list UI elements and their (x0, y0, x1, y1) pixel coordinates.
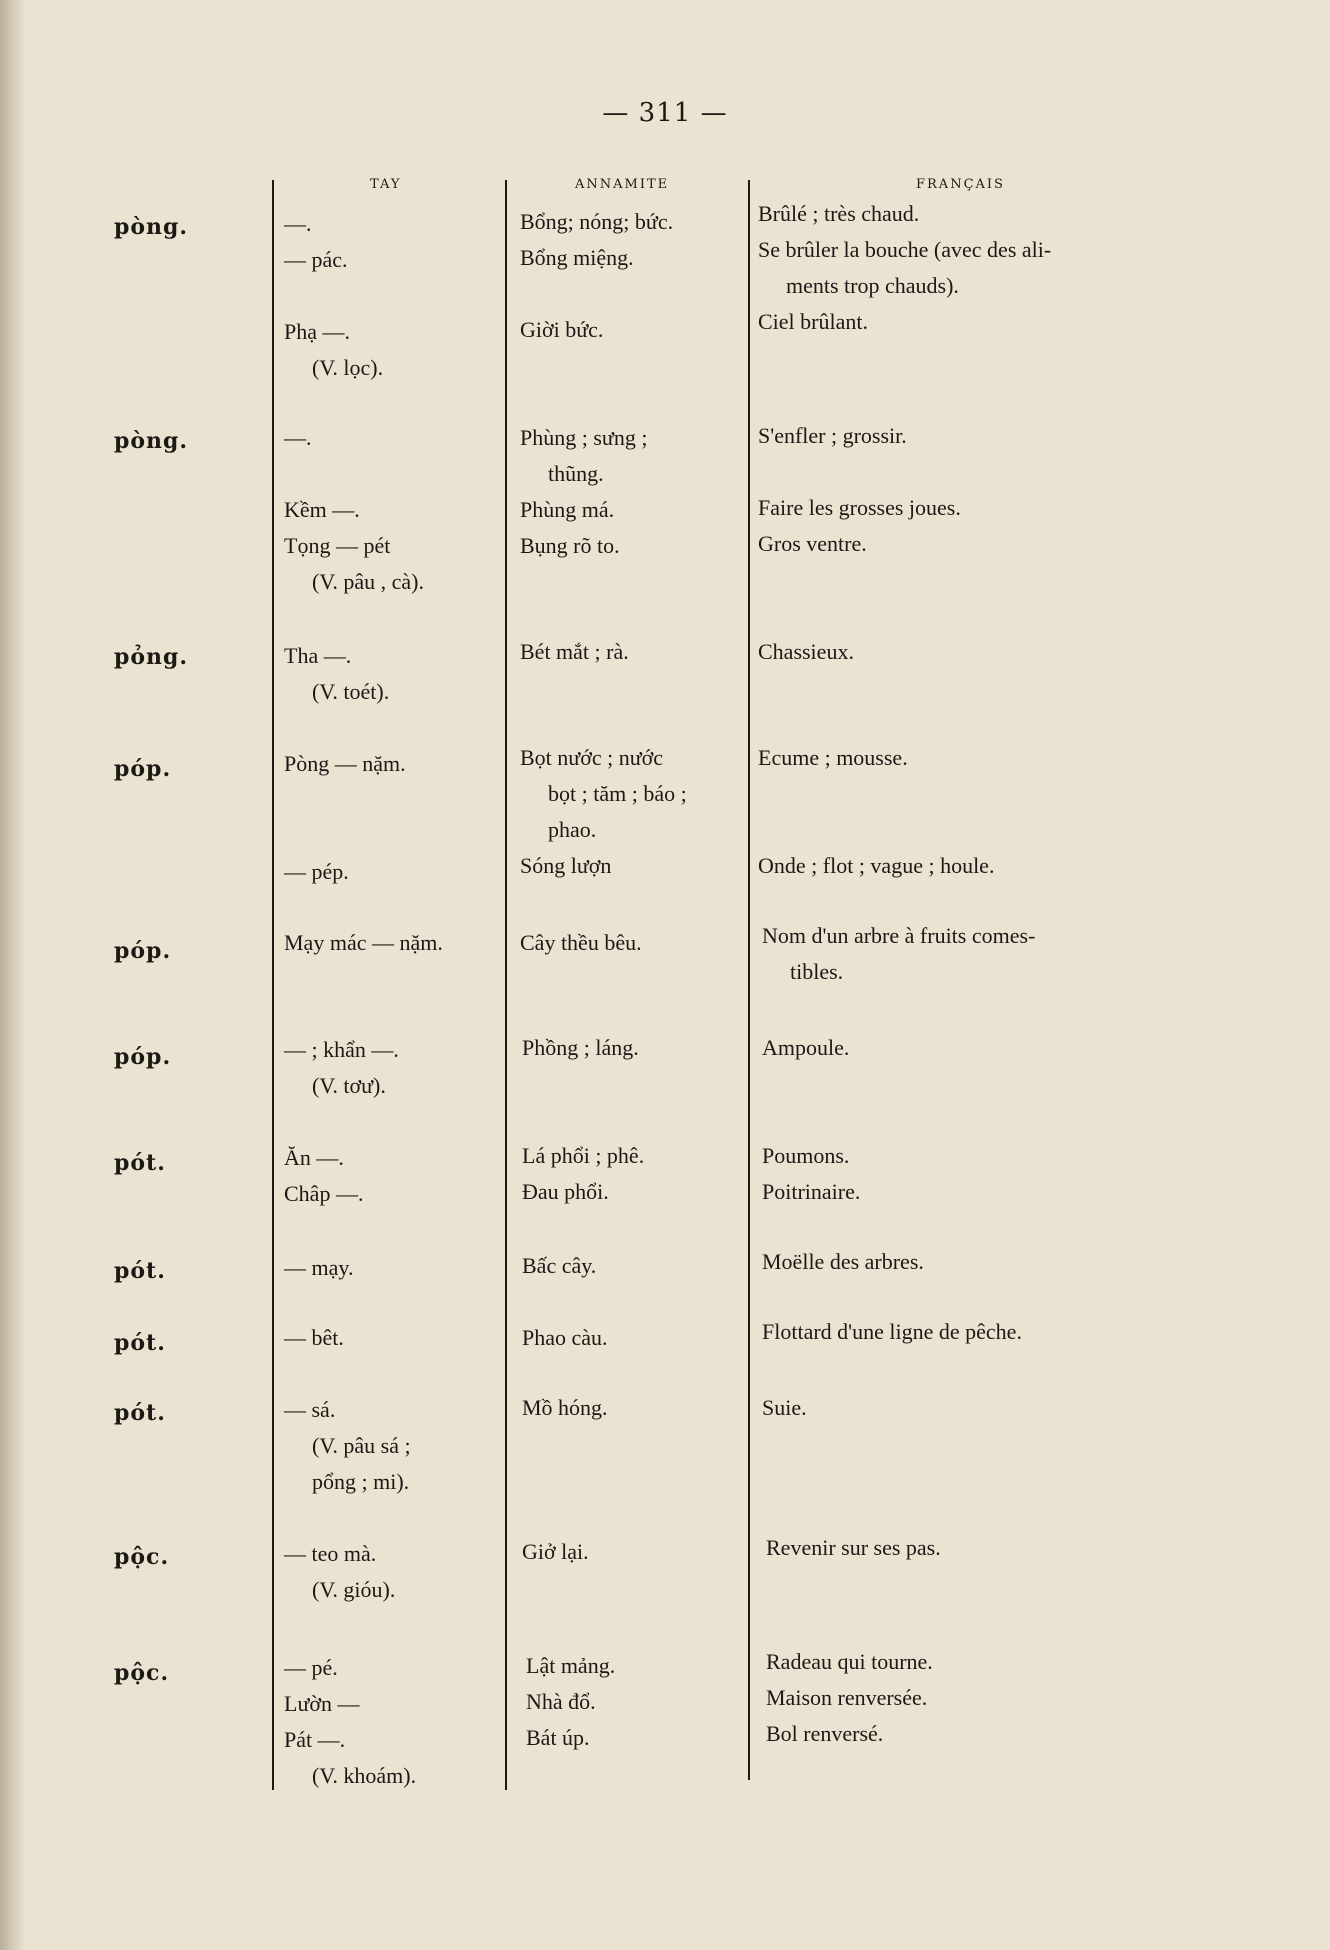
tay-cell: — sá. (V. pâu sá ; pổng ; mi). (284, 1397, 411, 1494)
francais-cell: Radeau qui tourne. Maison renversée. Bol renversé. (766, 1649, 933, 1746)
tay-cell: — ; khẩn —. (V. tơư). (284, 1037, 399, 1098)
annamite-cell: Bấc cây. (522, 1253, 597, 1278)
annamite-cell: Lật mảng. Nhà đổ. Bát úp. (526, 1653, 616, 1750)
annamite-cell: Phao càu. (522, 1325, 608, 1350)
tay-cell: Pòng — nặm. — pép. (284, 751, 406, 884)
column-rule-2 (505, 180, 507, 1790)
francais-cell: Ecume ; mousse. Onde ; flot ; vague ; houle. (758, 745, 995, 878)
book-spine-shadow (0, 0, 26, 1950)
annamite-cell: Phùng ; sưng ; thũng. Phùng má. Bụng rõ to. (520, 425, 648, 558)
tay-cell: Tha —. (V. toét). (284, 643, 390, 704)
page-number: — 311 — (602, 98, 728, 128)
headword: pót. (114, 1150, 166, 1176)
headword: pỏng. (114, 644, 189, 670)
headword: pót. (114, 1330, 166, 1356)
column-rule-1 (272, 180, 274, 1790)
francais-cell: Nom d'un arbre à fruits comes- tibles. (762, 923, 1036, 984)
tay-cell: —. Kềm —. Tọng — pét (V. pâu , cà). (284, 425, 424, 594)
tay-cell: — teo mà. (V. gióu). (284, 1541, 396, 1602)
annamite-cell: Mồ hóng. (522, 1395, 608, 1420)
headword: pòng. (114, 428, 189, 454)
francais-cell: Poumons. Poitrinaire. (762, 1143, 861, 1204)
headword: pộc. (114, 1660, 170, 1686)
tay-cell: Ăn —. Châp —. (284, 1145, 364, 1206)
annamite-cell: Bổng; nóng; bức. Bổng miệng. Giời bức. (520, 209, 674, 342)
headword: póp. (114, 938, 172, 964)
annamite-cell: Giở lại. (522, 1539, 589, 1564)
francais-cell: Brûlé ; très chaud. Se brûler la bouche (avec des ali- ments trop chauds). Ciel brûlant. (758, 201, 1052, 334)
francais-cell: Suie. (762, 1395, 807, 1420)
tay-cell: — mạy. (284, 1255, 354, 1280)
headword: póp. (114, 1044, 172, 1070)
francais-cell: Flottard d'une ligne de pêche. (762, 1319, 1022, 1344)
column-header-tay: TAY (370, 177, 402, 192)
headword: pót. (114, 1258, 166, 1284)
tay-cell: — bêt. (284, 1325, 344, 1350)
francais-cell: Revenir sur ses pas. (766, 1535, 941, 1560)
annamite-cell: Cây thều bêu. (520, 930, 642, 955)
annamite-cell: Phồng ; láng. (522, 1035, 639, 1060)
tay-cell: — pé. Lườn — Pát —. (V. khoám). (284, 1655, 417, 1788)
headword: pộc. (114, 1544, 170, 1570)
column-rule-3 (748, 180, 750, 1780)
column-header-francais: FRANÇAIS (916, 177, 1005, 192)
annamite-cell: Bét mắt ; rà. (520, 639, 629, 664)
annamite-cell: Bọt nước ; nước bọt ; tăm ; báo ; phao. Sóng lượn (520, 745, 687, 878)
francais-cell: S'enfler ; grossir. Faire les grosses joues. Gros ventre. (758, 423, 961, 556)
headword: pòng. (114, 214, 189, 240)
annamite-cell: Lá phổi ; phê. Đau phổi. (522, 1143, 645, 1204)
francais-cell: Chassieux. (758, 639, 854, 664)
headword: pót. (114, 1400, 166, 1426)
tay-cell: Mạy mác — nặm. (284, 930, 443, 955)
column-header-annamite: ANNAMITE (575, 177, 670, 192)
francais-cell: Ampoule. (762, 1035, 850, 1060)
headword: póp. (114, 756, 172, 782)
francais-cell: Moëlle des arbres. (762, 1249, 924, 1274)
tay-cell: —. — pác. Phạ —. (V. lọc). (284, 211, 384, 380)
